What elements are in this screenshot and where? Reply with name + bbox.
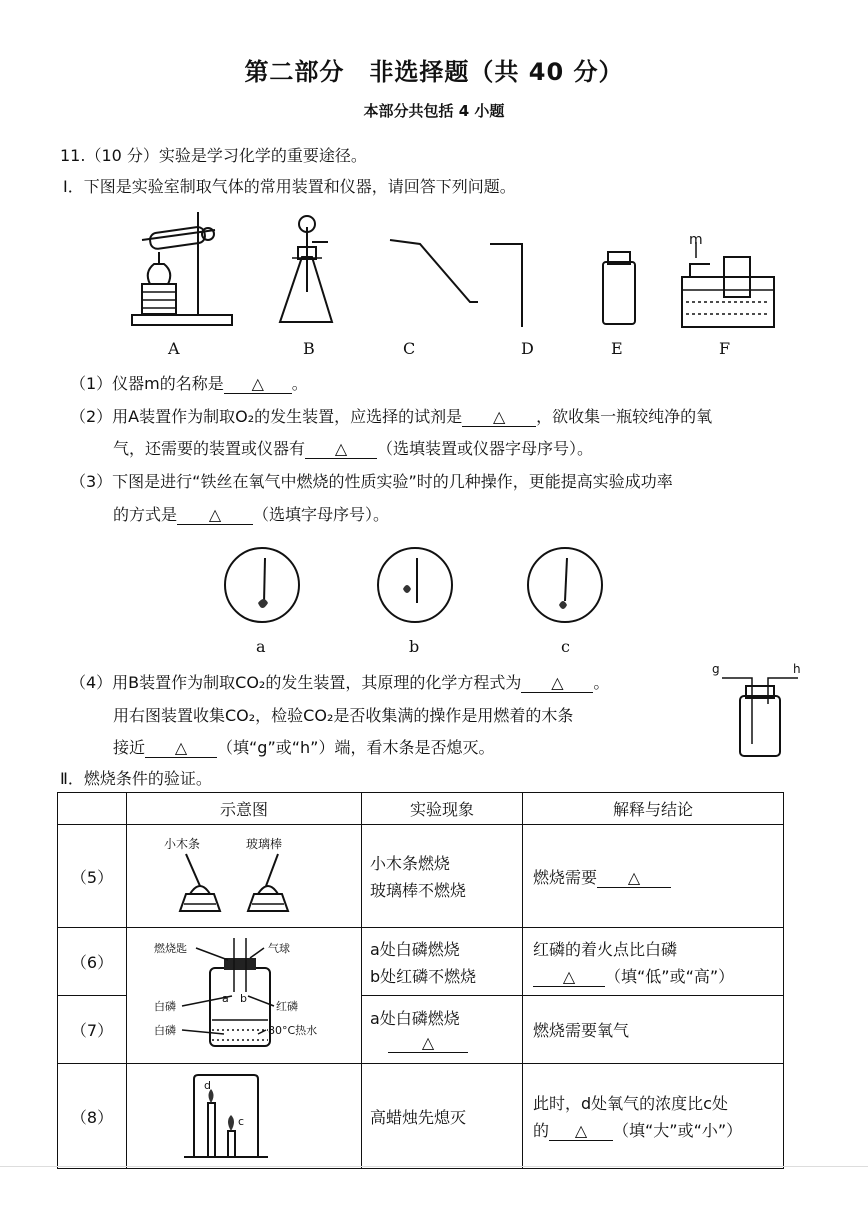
label-iron-b: b	[409, 637, 420, 656]
row-6-conclusion: 红磷的着火点比白磷 △ （填“低”或“高”）	[523, 928, 784, 996]
question-4-line3: 接近 △ （填“g”或“h”）端，看木条是否熄灭。	[113, 738, 495, 757]
label-iron-c: c	[561, 637, 570, 656]
row-6-number: （6）	[58, 928, 127, 996]
table-header-figure: 示意图	[127, 793, 362, 825]
label-c: C	[403, 339, 416, 358]
apparatus-e-icon	[603, 252, 635, 324]
apparatus-b-icon	[280, 216, 332, 322]
table-row	[58, 825, 784, 928]
label-red-p: 红磷	[276, 999, 298, 1013]
label-glass-rod: 玻璃棒	[246, 837, 283, 851]
apparatus-a-icon	[132, 212, 232, 325]
row-8-figure	[127, 1064, 362, 1169]
iron-wire-figure	[222, 543, 612, 633]
row-7-number: （7）	[58, 996, 127, 1064]
question-2-line1: （2）用A装置作为制取O₂的发生装置，应选择的试剂是 △ ，欲收集一瓶较纯净的氧	[70, 407, 713, 426]
label-c: c	[238, 1115, 245, 1128]
answer-blank-6[interactable]: △	[533, 967, 605, 987]
row-5-phenomenon: 小木条燃烧 玻璃棒不燃烧	[362, 825, 523, 928]
answer-blank-5[interactable]: △	[597, 868, 671, 888]
iron-wire-b-icon	[378, 548, 452, 622]
question-4-line2: 用右图装置收集CO₂，检验CO₂是否收集满的操作是用燃着的木条	[113, 706, 574, 725]
row-7-conclusion: 燃烧需要氧气	[523, 996, 784, 1064]
table-header-num	[58, 793, 127, 825]
answer-blank-3[interactable]: △	[177, 505, 253, 525]
question-4-line1: （4）用B装置作为制取CO₂的发生装置，其原理的化学方程式为 △ 。	[70, 673, 610, 692]
answer-blank-4b[interactable]: △	[145, 738, 217, 758]
answer-blank-7[interactable]: △	[388, 1033, 468, 1053]
table-header-phenomenon: 实验现象	[362, 793, 523, 825]
table-row	[58, 928, 784, 996]
part-2-intro: Ⅱ．燃烧条件的验证。	[60, 769, 212, 788]
label-balloon: 气球	[268, 941, 290, 955]
answer-blank-4a[interactable]: △	[521, 673, 593, 693]
question-1: （1）仪器m的名称是 △ 。	[70, 374, 308, 393]
label-iron-a: a	[256, 637, 266, 656]
answer-blank-1[interactable]: △	[224, 374, 292, 394]
label-white-p-2: 白磷	[154, 1023, 176, 1037]
row-6-phenomenon: a处白磷燃烧 b处红磷不燃烧	[362, 928, 523, 996]
table-header-row	[58, 793, 784, 825]
label-b-point: b	[240, 991, 247, 1005]
label-hot-water: 80°C热水	[268, 1023, 318, 1037]
answer-blank-2b[interactable]: △	[305, 439, 377, 459]
label-a-point: a	[222, 991, 229, 1005]
label-small-stick: 小木条	[164, 837, 201, 851]
label-a: A	[168, 339, 180, 358]
answer-blank-8[interactable]: △	[549, 1121, 613, 1141]
gas-bottle-figure	[720, 664, 810, 760]
label-b: B	[303, 339, 315, 358]
iron-wire-a-icon	[225, 548, 299, 622]
label-h: h	[793, 662, 801, 676]
table-row	[58, 1064, 784, 1169]
experiment-table	[57, 792, 784, 1169]
question-3-line1: （3）下图是进行“铁丝在氧气中燃烧的性质实验”时的几种操作，更能提高实验成功率	[70, 472, 673, 491]
answer-blank-2a[interactable]: △	[462, 407, 536, 427]
row-5-number: （5）	[58, 825, 127, 928]
iron-wire-c-icon	[528, 548, 602, 622]
label-f: F	[719, 339, 731, 358]
apparatus-c-icon	[390, 240, 478, 302]
question-3-line2: 的方式是 △ （选填字母序号）。	[113, 505, 390, 524]
part-1-intro: Ⅰ．下图是实验室制取气体的常用装置和仪器，请回答下列问题。	[63, 177, 516, 196]
apparatus-figure	[120, 202, 780, 337]
m-label: m	[689, 232, 703, 248]
label-d: D	[521, 339, 534, 358]
label-e: E	[611, 339, 623, 358]
label-spoon: 燃烧匙	[154, 941, 187, 955]
label-d: d	[204, 1079, 211, 1092]
row-6-7-figure	[127, 928, 362, 1064]
page-divider	[0, 1166, 868, 1167]
label-g: g	[712, 662, 720, 676]
table-header-conclusion: 解释与结论	[523, 793, 784, 825]
candle-beaker-icon	[128, 1065, 358, 1163]
section-subtitle: 本部分共包括 4 小题	[363, 102, 505, 120]
apparatus-f-icon	[682, 242, 774, 327]
section-title: 第二部分 非选择题（共 40 分）	[244, 58, 624, 86]
row-8-phenomenon: 高蜡烛先熄灭	[362, 1064, 523, 1169]
row-7-phenomenon: a处白磷燃烧 △	[362, 996, 523, 1064]
row-8-conclusion: 此时，d处氧气的浓度比c处 的 △ （填“大”或“小”）	[523, 1064, 784, 1169]
phosphorus-setup-icon	[128, 930, 358, 1058]
question-2-line2: 气，还需要的装置或仪器有 △ （选填装置或仪器字母序号）。	[113, 439, 594, 458]
row-5-conclusion: 燃烧需要 △	[523, 825, 784, 928]
row-5-figure	[127, 825, 362, 928]
question-11-head: 11.（10 分）实验是学习化学的重要途径。	[60, 146, 367, 165]
row-8-number: （8）	[58, 1064, 127, 1169]
apparatus-d-icon	[490, 244, 522, 327]
stick-and-glass-rod-icon	[128, 826, 358, 922]
label-white-p-1: 白磷	[154, 999, 176, 1013]
